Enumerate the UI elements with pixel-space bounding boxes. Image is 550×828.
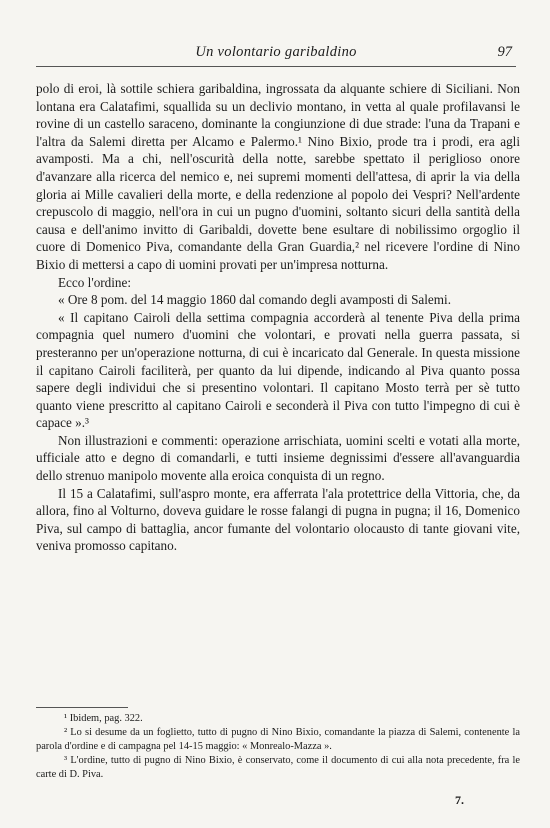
paragraph: Non illustrazioni e commenti: operazione arrischiata, uomini scelti e votati alla morte, ufficiale atto e degno di comandarli, e tutti insieme degnissimi d'essere all'avanguardia dello strenuo manipolo movente alla eroica conquista di un regno. bbox=[36, 432, 520, 484]
body-text bbox=[36, 80, 520, 555]
footnotes bbox=[36, 712, 520, 782]
paragraph: « Ore 8 pom. del 14 maggio 1860 dal comando degli avamposti di Salemi. bbox=[58, 292, 451, 308]
running-title: Un volontario garibaldino bbox=[195, 44, 357, 60]
paragraph: « Il capitano Cairoli della settima compagnia accorderà al tenente Piva della prima compagnia quel numero d'uomini che volontari, e provati nella guerra passata, si presteranno per un'operazione notturna, di cui è incaricato dal Generale. In questa missione il capitano Cairoli faciliterà, per quanto da lui dipende, indicando al Piva quanto possa sapere degli individui che si presentino volontari. Il capitano Mosto terrà per sè tutto quanto viene prescritto al capitano Cairoli e seconderà il Piva con tutto l'impegno di cui è capace ».³ bbox=[36, 309, 520, 431]
header-rule bbox=[36, 66, 516, 67]
paragraph: Ecco l'ordine: bbox=[58, 274, 132, 290]
footnote-rule bbox=[36, 707, 128, 708]
footnote: ¹ Ibidem, pag. 322. bbox=[64, 713, 143, 724]
paragraph: Il 15 a Calatafimi, sull'aspro monte, era afferrata l'ala protettrice della Vittoria, che, da allora, fino al Volturno, doveva guidare le rosse falangi di pugna in pugna; il 16, Domenico Piva, sul campo di battaglia, ancor fumante del volontario olocausto di tante giovani vite, veniva promosso capitano. bbox=[36, 485, 520, 554]
footnote: ³ L'ordine, tutto di pugno di Nino Bixio, è conservato, come il documento di cui alla nota precedente, fra le carte di D. Piva. bbox=[36, 755, 520, 780]
footnote: ² Lo si desume da un foglietto, tutto di pugno di Nino Bixio, comandante la piazza di Salemi, contenente la parola d'ordine e di campagna pel 14-15 maggio: « Monrealo-Mazza ». bbox=[36, 727, 520, 752]
paragraph: polo di eroi, là sottile schiera garibaldina, ingrossata da alquante schiere di Siciliani. Non lontana era Calatafimi, squallida su un declivio montano, in vetta al quale profilavansi le rovine di un castello saraceno, dominante la congiunzione di due strade: l'una da Trapani e l'altra da Salemi diretta per Alcamo e Palermo.¹ Nino Bixio, prode tra i prodi, era agli avamposti. Ma a chi, nell'oscurità della notte, sarebbe spettato il periglioso onore d'avanzare alla ricerca del nemico e, nei supremi momenti dell'attesa, di aprir la via della gloria ai Mille cavalieri della morte, e della redenzione al popolo dei Vespri? Nell'ardente crepuscolo di maggio, nell'ora in cui un pugno d'uomini, soltanto sicuri della santità della causa e dell'animo invitto di Garibaldi, dovette bene esultare di nobilissimo orgoglio il cuore di Domenico Piva, comandante della Gran Guardia,² nel ricevere l'ordine di Nino Bixio di mettersi a capo di uomini provati per un'impresa notturna. bbox=[36, 81, 520, 272]
signature-mark: 7. bbox=[455, 793, 464, 807]
page-number: 97 bbox=[497, 44, 512, 60]
running-header bbox=[36, 44, 516, 64]
